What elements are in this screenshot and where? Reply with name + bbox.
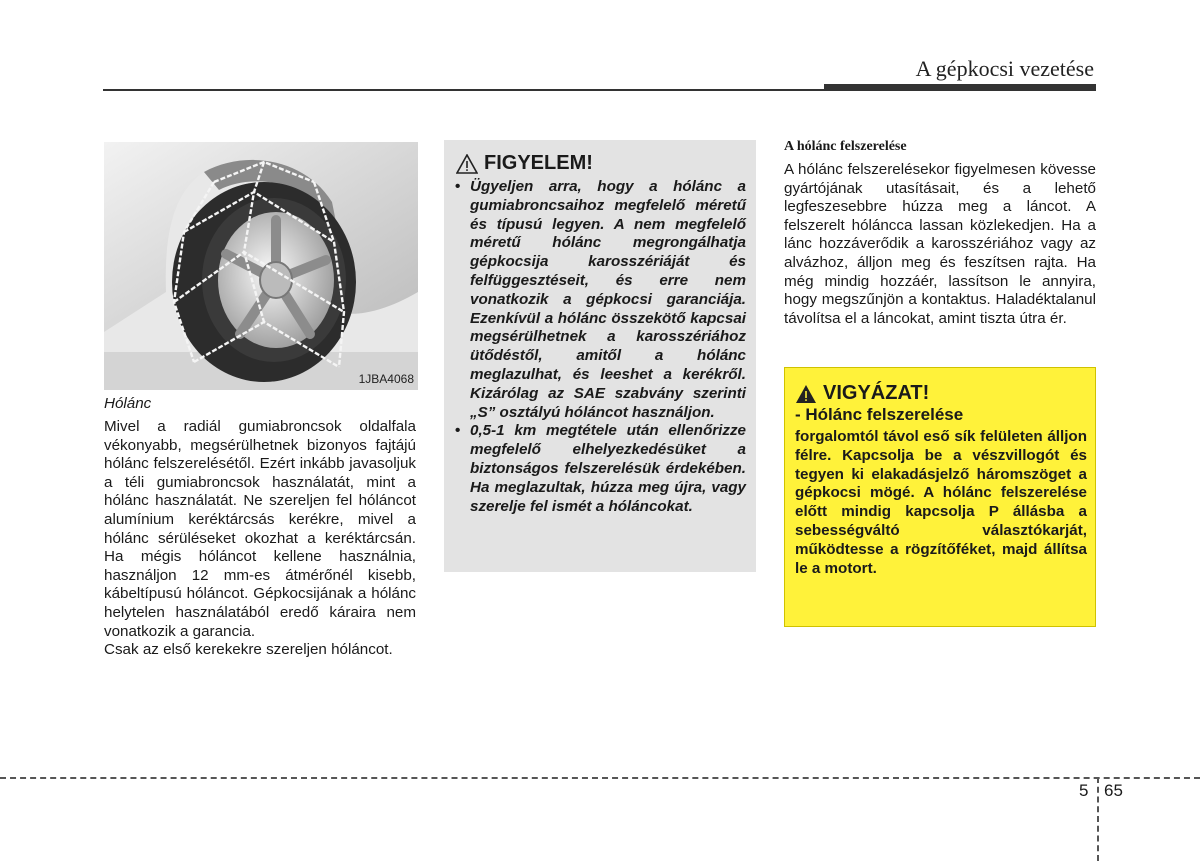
footer-rule bbox=[0, 777, 1200, 779]
section-heading: A hólánc felszerelése bbox=[784, 139, 907, 154]
caution-title bbox=[795, 382, 929, 405]
page-number: 65 bbox=[1104, 781, 1123, 800]
warning-list bbox=[454, 178, 746, 516]
left-column bbox=[104, 418, 416, 660]
body-paragraph: Mivel a radiál gumiabroncsok oldalfala vékonyabb, megsérülhetnek bizonyos fajtájú hólánc felszerelésétől. Ezért inkább javasoljuk a téli gumiabroncsok használatát, mint a hólánc használatát. Ne szereljen fel hóláncot alumínium keréktárcsás kerékre, mivel a hólánc sérüléseket okozhat a keréktárcsán. Ha mégis hóláncot kellene használnia, használjon 12 mm-es átmérőnél kisebb, kábeltípusú hóláncot. Gépkocsijának a hólánc helytelen használatából eredő káraira nem vonatkozik a garancia. bbox=[104, 418, 416, 640]
warning-triangle-icon bbox=[456, 154, 478, 174]
page-header-title: A gépkocsi vezetése bbox=[915, 56, 1094, 81]
wheel-with-chain-illustration bbox=[104, 142, 418, 390]
warning-item: • 0,5-1 km megtétele után ellenőrizze megfelelő elhelyezkedésüket a biztonságos felszerelésük érdekében. Ha meglazultak, húzza meg újra, vagy szerelje fel ismét a hóláncokat. bbox=[454, 422, 746, 516]
footer-divider bbox=[1097, 777, 1099, 861]
warning-title-text: FIGYELEM! bbox=[484, 152, 593, 174]
snow-chain-figure bbox=[104, 142, 418, 390]
body-paragraph: Csak az első kerekekre szereljen hóláncot. bbox=[104, 641, 393, 659]
right-column bbox=[784, 161, 1096, 328]
caution-subtitle: - Hólánc felszerelése bbox=[795, 405, 964, 424]
body-paragraph: A hólánc felszerelésekor figyelmesen kövesse gyártójának utasításait, és a lehető legfeszesebbre húzza meg a láncot. A felszerelt hóláncca lassan közlekedjen. Ha a lánc hozzáverődik a karosszériához vagy az alvázhoz, álljon meg és feszítsen rajta. Ha még mindig hozzáér, lassítson le annyira, hogy megszűnjön a kontaktus. Haladéktalanul távolítsa el a láncokat, amint tiszta útra ér. bbox=[784, 161, 1096, 327]
warning-box bbox=[444, 140, 756, 572]
section-number: 5 bbox=[1079, 781, 1089, 800]
warning-title bbox=[456, 152, 593, 175]
caution-triangle-icon bbox=[795, 384, 817, 404]
figure-code: 1JBA4068 bbox=[358, 372, 414, 386]
figure-caption: Hólánc bbox=[104, 395, 152, 412]
warning-item: • Ügyeljen arra, hogy a hólánc a gumiabroncsaihoz megfelelő méretű és típusú legyen. A nem megfelelő méretű hólánc megrongálhatja gépkocsija karosszériáját és felfüggesztéseit, és erre nem vonatkozik a gépkocsi garanciája. Ezenkívül a hólánc összekötő kapcsai megsérülhetnek a karosszériához ütődéstől, amitől a hólánc meglazulhat, és leeshet a kerékről. Kizárólag az SAE szabvány szerinti „S” osztályú hóláncot használjon. bbox=[454, 178, 746, 422]
header-rule bbox=[103, 89, 1096, 91]
caution-box bbox=[784, 367, 1096, 627]
caution-title-text: VIGYÁZAT! bbox=[823, 382, 930, 404]
caution-text: forgalomtól távol eső sík felületen álljon félre. Kapcsolja be a vészvillogót és tegyen ki elakadásjelző háromszöget a gépkocsi mögé. A hólánc felszerelése előtt mindig kapcsolja P állásba a sebességváltó választókarját, működtesse a rögzítőféket, majd állítsa le a motort. bbox=[795, 428, 1087, 577]
